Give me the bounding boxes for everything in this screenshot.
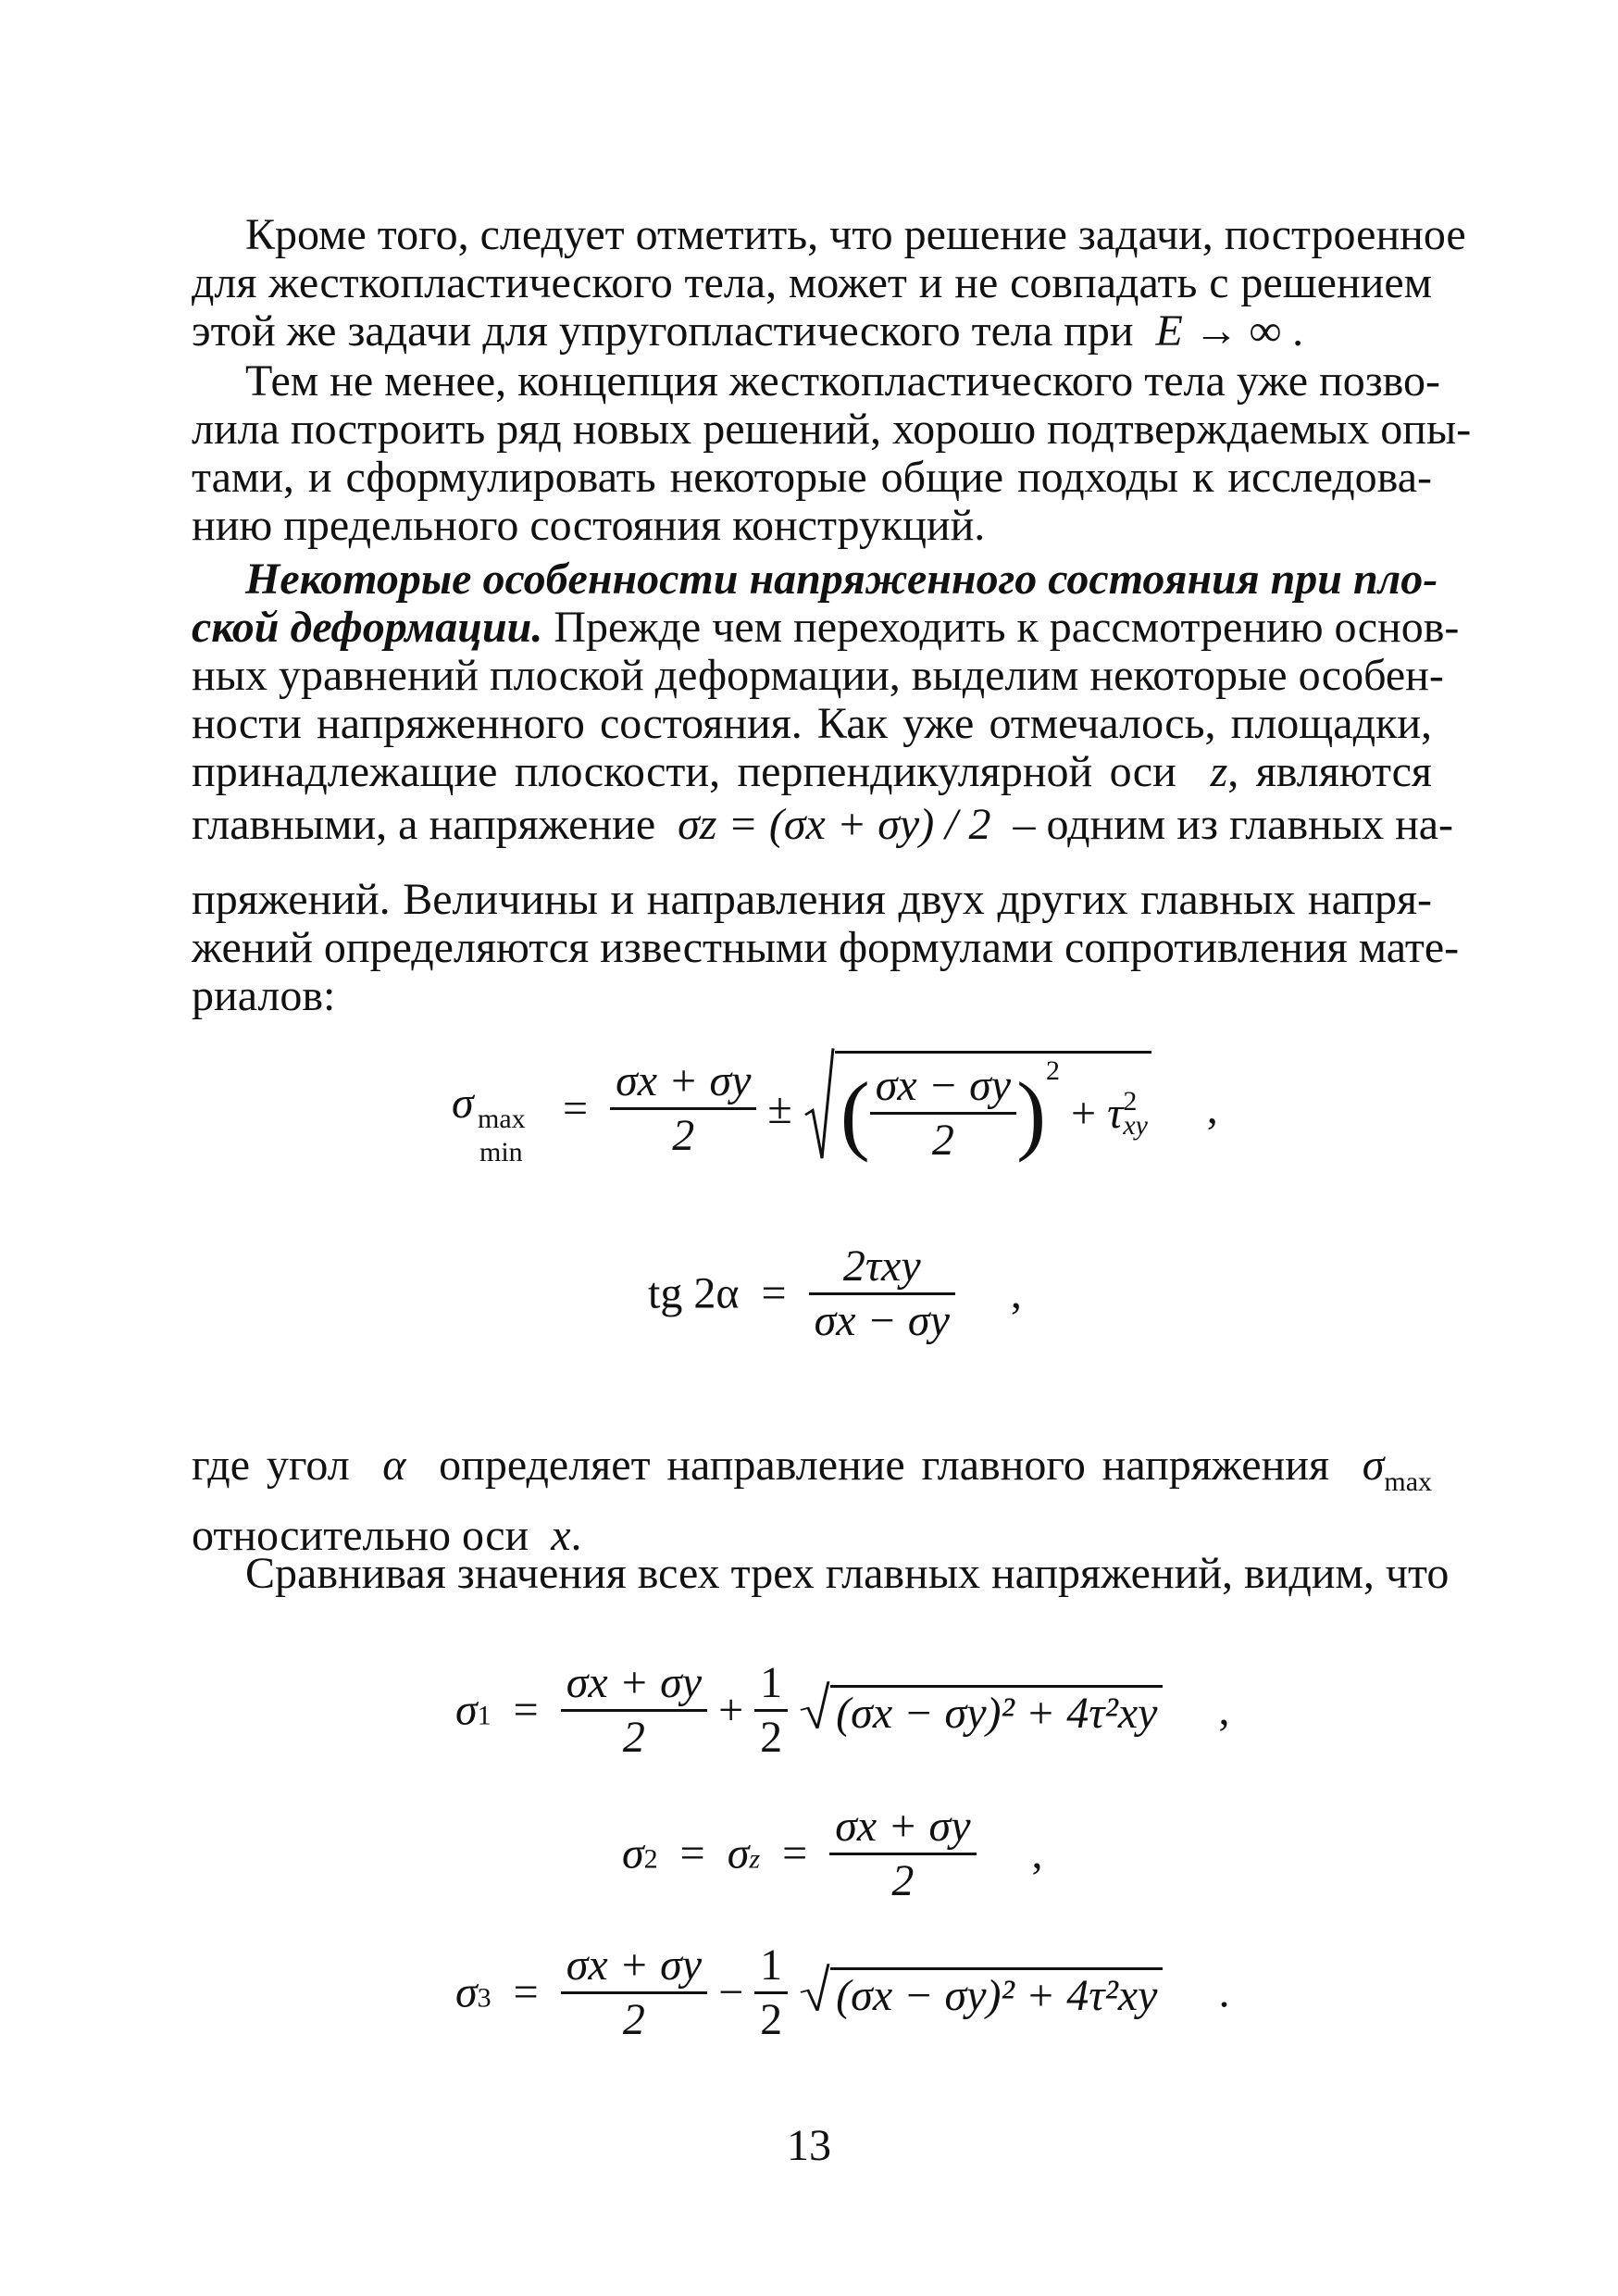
text-line: Сравнивая значения всех трех главных напряжений, видим, что (245, 1549, 1450, 1598)
paragraph-6 (192, 1549, 1450, 1598)
text-line: этой же задачи для упругопластического тела при E → ∞ . (192, 306, 1304, 356)
formula-sigma-3: σ3 = $\frac{\sigma x + \sigma y}{2}$ − $\frac{1}{2}$ (σx − σy)² + 4τ²xy . (455, 1940, 1230, 2044)
paragraph-4 (192, 875, 1460, 1020)
paragraph-5 (192, 1439, 1432, 1563)
paragraph-1 (192, 210, 1466, 356)
paragraph-3 (192, 555, 1460, 854)
text-line: принадлежащие плоскости, перпендикулярной оси z, являются (192, 747, 1432, 796)
text-line: нию предельного состояния конструкций. (192, 501, 986, 550)
formula-sigma-2: σ2 = σz = $\frac{\sigma x + \sigma y}{2}$ , (622, 1802, 1043, 1905)
inline-formula: σz = (σx + σy) / 2 (678, 800, 991, 849)
square-root: (σx − σy)² + 4τ²xy (799, 1685, 1163, 1736)
text-line: жений определяются известными формулами сопротивления мате- (192, 923, 1460, 972)
text-line: пряжений. Величины и направления двух других главных напря- (192, 875, 1432, 924)
radical-sign (803, 1045, 835, 1161)
fraction: $\frac{\text{2τxy}}{\sigma x - \sigma y}$ (809, 1241, 955, 1347)
formula-angle: tg 2α = $\frac{\text{2τxy}}{\sigma x - \sigma y}$ , (648, 1242, 1022, 1345)
square-root: (σx − σy)² + 4τ²xy (799, 1967, 1163, 2018)
text-line: ности напряженного состояния. Как уже отмечалось, площадки, (192, 699, 1432, 748)
fraction: $\frac{\sigma x + \sigma y}{2}$ (829, 1801, 976, 1907)
fraction-half: $\frac{1}{2}$ (754, 1657, 788, 1764)
formula-sigma-1: σ1 = $\frac{\sigma x + \sigma y}{2}$ + $\frac{1}{2}$ (σx − σy)² + 4τ²xy , (455, 1658, 1230, 1762)
sigma-max-min: σ max min (452, 1078, 526, 1167)
page-number: 13 (787, 2121, 831, 2170)
text-line: главными, а напряжение σz = (σx + σy) / 2 – одним из главных на- (192, 800, 1454, 849)
text-line: где угол α определяет направление главного напряжения $\sigma_{max}$ (192, 1441, 1433, 1497)
fraction: $\frac{\sigma x + \sigma y}{2}$ (610, 1055, 756, 1162)
fraction-half: $\frac{1}{2}$ (754, 1940, 788, 2046)
text-line: для жесткопластического тела, может и не совпадать с решением (192, 258, 1432, 307)
section-heading: Некоторые особенности напряженного состояния при пло- (245, 555, 1438, 604)
fraction: $\frac{\sigma x + \sigma y}{2}$ (561, 1940, 707, 2046)
text-line: ской деформации. Прежде чем переходить к рассмотрению основ- (192, 603, 1460, 652)
text-line: тами, и сформулировать некоторые общие подходы к исследова- (192, 453, 1432, 502)
text-line: относительно оси x. (192, 1511, 582, 1560)
text-line: ных уравнений плоской деформации, выделим некоторые особен- (192, 651, 1444, 700)
radical-sign (799, 1679, 830, 1730)
fraction: $\frac{\sigma x - \sigma y}{2}$ (870, 1060, 1016, 1167)
fraction: $\frac{\sigma x + \sigma y}{2}$ (561, 1657, 707, 1764)
formula-principal-stresses: σ max min = $\frac{\sigma x + \sigma y}{2}$ ± ( $\frac{\sigma x - \sigma y}{2}$ )$^2$ + τ 2 xy , (452, 1051, 1218, 1167)
text-line: лила построить ряд новых решений, хорошо подтверждаемых опы- (192, 405, 1472, 454)
text-line: риалов: (192, 971, 336, 1020)
radical-sign (799, 1962, 830, 2013)
text-line: Кроме того, следует отметить, что решение задачи, построенное (245, 210, 1466, 259)
square-root: ( $\frac{\sigma x - \sigma y}{2}$ )$^2$ + τ 2 xy (803, 1051, 1151, 1167)
paragraph-2 (192, 356, 1472, 550)
inline-math: E → ∞ (1155, 306, 1282, 356)
text-line: Тем не менее, концепция жесткопластического тела уже позво- (245, 356, 1440, 406)
